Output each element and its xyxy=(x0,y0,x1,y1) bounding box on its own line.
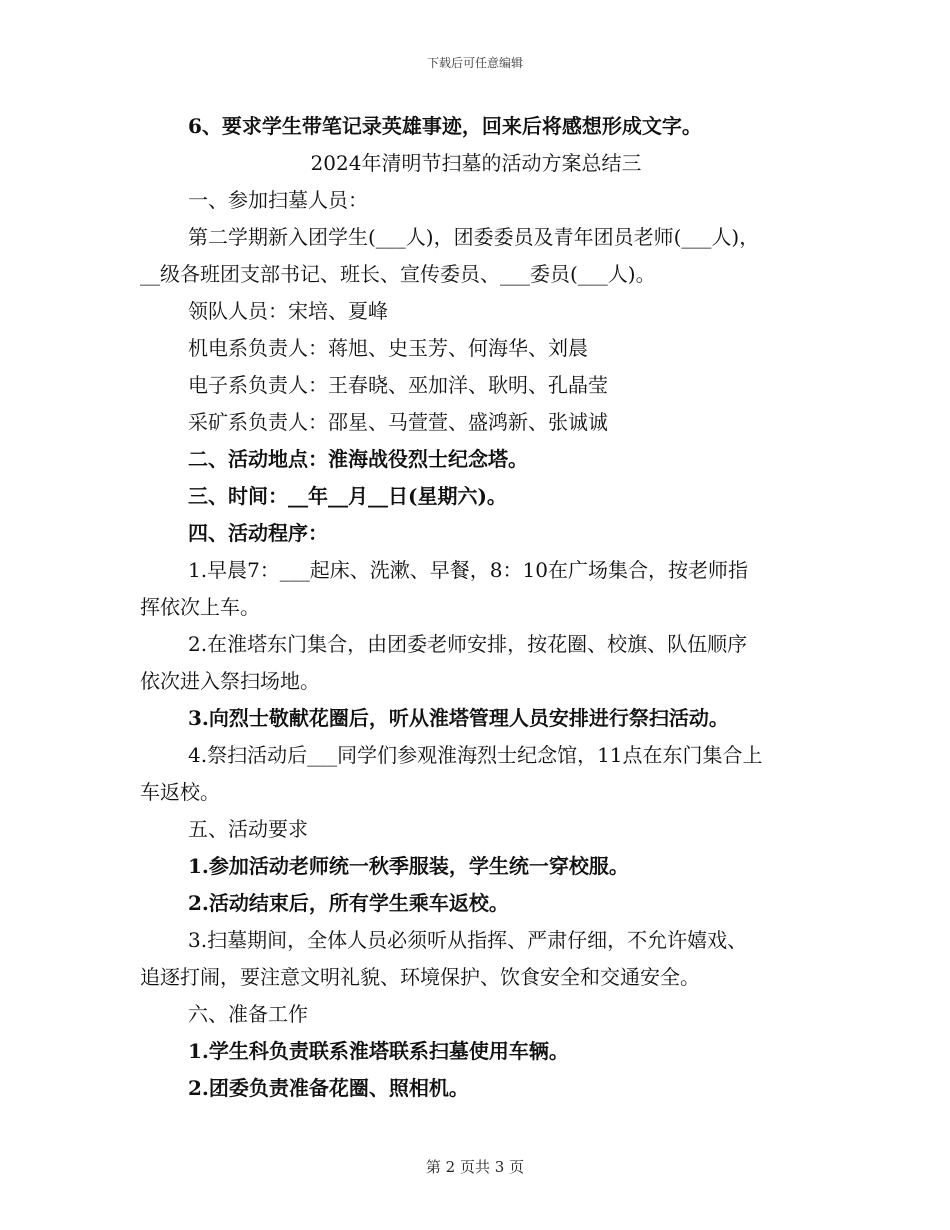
preparation-1: 1.学生科负责联系淮塔联系扫墓使用车辆。 xyxy=(188,1039,569,1063)
section-title: 2024年清明节扫墓的活动方案总结三 xyxy=(310,151,642,175)
procedure-2-line-2: 依次进入祭扫场地。 xyxy=(140,669,320,693)
participants-line-2: __级各班团支部书记、班长、宣传委员、___委员(___人)。 xyxy=(140,262,656,286)
preparation-2: 2.团委负责准备花圈、照相机。 xyxy=(188,1076,469,1100)
procedure-2-line-1: 2.在淮塔东门集合，由团委老师安排，按花圈、校旗、队伍顺序 xyxy=(188,632,748,656)
heading-preparation: 六、准备工作 xyxy=(188,1002,308,1026)
document-body xyxy=(140,108,812,1107)
page-header: 下载后可任意编辑 xyxy=(426,56,523,70)
leaders-line: 领队人员：宋培、夏峰 xyxy=(188,299,388,323)
mechanical-dept-line: 机电系负责人：蒋旭、史玉芳、何海华、刘晨 xyxy=(188,336,588,360)
heading-time: 三、时间：__年__月__日(星期六)。 xyxy=(188,484,507,508)
heading-procedure: 四、活动程序： xyxy=(188,521,328,545)
paragraph-requirement-6: 6、要求学生带笔记录英雄事迹，回来后将感想形成文字。 xyxy=(188,114,702,138)
procedure-4-line-1: 4.祭扫活动后___同学们参观淮海烈士纪念馆，11点在东门集合上 xyxy=(188,743,763,767)
participants-line-1: 第二学期新入团学生(___人)，团委委员及青年团员老师(___人)， xyxy=(188,225,760,249)
requirement-3-line-2: 追逐打闹，要注意文明礼貌、环境保护、饮食安全和交通安全。 xyxy=(140,965,700,989)
requirement-2: 2.活动结束后，所有学生乘车返校。 xyxy=(188,891,509,915)
procedure-3: 3.向烈士敬献花圈后，听从淮塔管理人员安排进行祭扫活动。 xyxy=(188,706,729,730)
procedure-1-line-1: 1.早晨7：___起床、洗漱、早餐，8：10在广场集合，按老师指 xyxy=(188,558,748,582)
requirement-3-line-1: 3.扫墓期间，全体人员必须听从指挥、严肃仔细，不允许嬉戏、 xyxy=(188,928,748,952)
page-footer: 第 2 页共 3 页 xyxy=(425,1158,525,1176)
heading-requirements: 五、活动要求 xyxy=(188,817,308,841)
procedure-1-line-2: 挥依次上车。 xyxy=(140,595,260,619)
electronics-dept-line: 电子系负责人：王春晓、巫加洋、耿明、孔晶莹 xyxy=(188,373,608,397)
heading-location: 二、活动地点：淮海战役烈士纪念塔。 xyxy=(188,447,528,471)
requirement-1: 1.参加活动老师统一秋季服装，学生统一穿校服。 xyxy=(188,854,629,878)
procedure-4-line-2: 车返校。 xyxy=(140,780,220,804)
mining-dept-line: 采矿系负责人：邵星、马萱萱、盛鸿新、张诚诚 xyxy=(188,410,608,434)
heading-participants: 一、参加扫墓人员： xyxy=(188,188,368,212)
